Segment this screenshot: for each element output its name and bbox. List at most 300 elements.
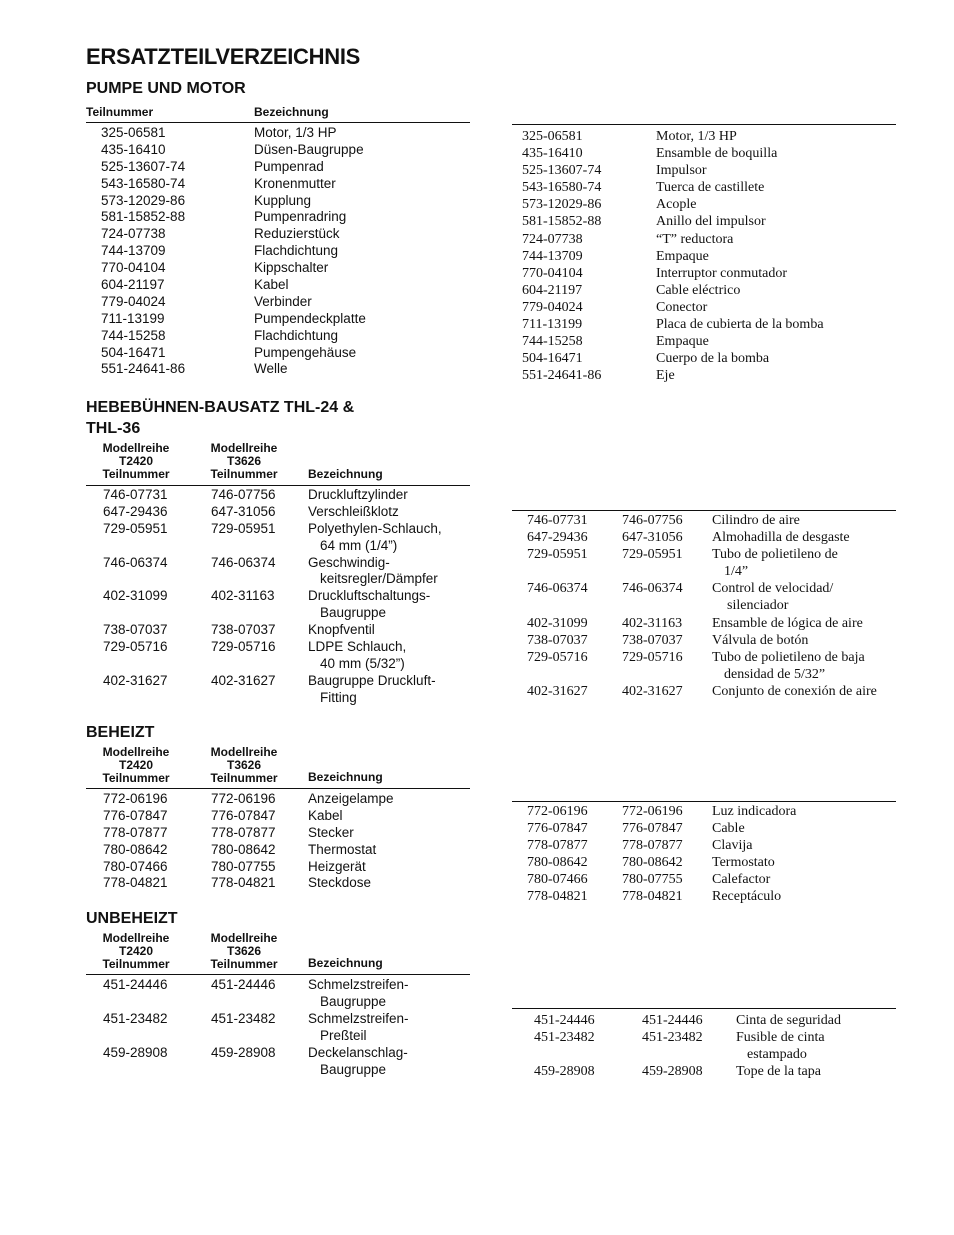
description-line1: Druckluftschaltungs- (308, 588, 431, 604)
table-row (86, 125, 470, 142)
part-t3626: 738-07037 (211, 622, 276, 638)
description: Conector (656, 299, 708, 315)
header-rule (512, 801, 896, 802)
description (308, 639, 406, 673)
table-row (512, 282, 896, 299)
part-number: 724-07738 (522, 231, 583, 247)
description: Ensamble de boquilla (656, 146, 778, 162)
description (712, 580, 833, 614)
header-part: Teilnummer (102, 771, 170, 785)
unheated-table-es (512, 1012, 896, 1080)
part-t2420: 402-31099 (527, 615, 588, 631)
description: Clavija (712, 838, 753, 854)
part-t3626: 780-07755 (622, 872, 683, 888)
part-number: 504-16471 (101, 344, 166, 360)
header-series: Modellreihe (102, 441, 170, 455)
table-row (86, 361, 470, 378)
part-t2420: 776-07847 (527, 821, 588, 837)
description: Flachdichtung (254, 327, 339, 343)
table-row (512, 213, 896, 230)
description: “T” reductora (656, 231, 734, 247)
part-t3626: 738-07037 (622, 632, 683, 648)
part-number: 724-07738 (101, 226, 166, 242)
part-t2420: 780-08642 (103, 841, 168, 857)
part-t3626: 402-31627 (622, 683, 683, 699)
description (308, 555, 438, 589)
part-number: 711-13199 (101, 310, 165, 326)
table-row (86, 345, 470, 362)
table-row (86, 555, 470, 589)
part-number: 504-16471 (522, 351, 583, 367)
description-line1: Fusible de cinta (736, 1030, 825, 1046)
table-row (512, 231, 896, 248)
header-description: Bezeichnung (308, 467, 383, 481)
header-part: Teilnummer (210, 467, 278, 481)
description: Calefactor (712, 872, 771, 888)
part-number: 744-13709 (522, 248, 583, 264)
table-row (86, 260, 470, 277)
part-t3626: 778-04821 (211, 875, 276, 891)
description: Impulsor (656, 163, 707, 179)
description: Kabel (308, 807, 343, 823)
header-rule (86, 788, 470, 789)
part-t2420: 451-24446 (534, 1013, 595, 1028)
description: Stecker (308, 824, 354, 840)
part-t3626: 746-06374 (211, 554, 276, 570)
description: Luz indicadora (712, 804, 797, 819)
table-row (512, 888, 896, 905)
part-number: 325-06581 (101, 125, 166, 140)
description: Anzeigelampe (308, 791, 394, 806)
table-row (86, 639, 470, 673)
part-t3626: 746-07756 (622, 513, 683, 528)
part-t3626: 451-23482 (642, 1030, 703, 1046)
part-t2420: 451-23482 (534, 1030, 595, 1046)
description (308, 673, 436, 707)
table-row (512, 248, 896, 265)
description: Welle (254, 361, 288, 377)
description-line2: 64 mm (1/4”) (320, 537, 398, 553)
description: Anillo del impulsor (656, 214, 766, 230)
table-row (86, 209, 470, 226)
part-t2420: 738-07037 (527, 632, 588, 648)
header-series: Modellreihe (210, 745, 278, 759)
part-t3626: 729-05951 (211, 520, 276, 536)
table-row (512, 265, 896, 282)
page-title: ERSATZTEILVERZEICHNIS (86, 44, 361, 69)
description: Heizgerät (308, 858, 366, 874)
part-number: 770-04104 (101, 260, 166, 276)
header-model: T3626 (226, 944, 262, 958)
table-row (86, 294, 470, 311)
header-model-t3626 (194, 932, 294, 971)
description-line1: Baugruppe Druckluft- (308, 672, 436, 688)
part-t2420: 778-07877 (527, 838, 588, 854)
table-row (512, 820, 896, 837)
table-row (86, 588, 470, 622)
part-t3626: 778-07877 (211, 824, 276, 840)
description-line2: Baugruppe (320, 1061, 387, 1077)
table-row (512, 162, 896, 179)
header-model: T2420 (118, 454, 154, 468)
table-row (86, 859, 470, 876)
header-part: Teilnummer (210, 771, 278, 785)
part-number: 435-16410 (101, 141, 166, 157)
description: Empaque (656, 248, 709, 264)
description: Kronenmutter (254, 175, 336, 191)
description: Conjunto de conexión de aire (712, 683, 877, 699)
section-title-pump: PUMPE UND MOTOR (86, 80, 246, 97)
part-t3626: 402-31627 (211, 672, 276, 688)
table-row (512, 871, 896, 888)
part-t2420: 402-31099 (103, 588, 168, 604)
part-t2420: 729-05716 (103, 639, 168, 655)
description: Tope de la tapa (736, 1064, 821, 1080)
header-series: Modellreihe (210, 931, 278, 945)
section-title-lift-line2: THL-36 (86, 420, 141, 437)
description: Knopfventil (308, 622, 375, 638)
description: Receptáculo (712, 889, 782, 905)
description: Pumpengehäuse (254, 344, 357, 360)
part-t3626: 451-24446 (642, 1013, 703, 1028)
part-t3626: 780-08642 (211, 841, 276, 857)
description: Pumpenrad (254, 158, 324, 174)
part-t2420: 746-06374 (527, 581, 588, 597)
table-row (86, 673, 470, 707)
part-t3626: 776-07847 (622, 821, 683, 837)
table-row (512, 196, 896, 213)
table-row (86, 487, 470, 504)
part-number: 581-15852-88 (101, 209, 186, 225)
header-rule (512, 124, 896, 125)
pump-table-de (86, 125, 470, 378)
part-t2420: 451-23482 (103, 1010, 168, 1026)
unheated-table-de (86, 977, 470, 1078)
table-row (512, 316, 896, 333)
description: Motor, 1/3 HP (656, 129, 737, 144)
part-number: 325-06581 (522, 129, 583, 144)
description-line2: 1/4” (724, 564, 749, 580)
header-series: Modellreihe (102, 745, 170, 759)
pump-table-es (512, 128, 896, 384)
lift-table-de (86, 487, 470, 707)
part-t2420: 451-24446 (103, 977, 168, 992)
description: Kippschalter (254, 260, 329, 276)
part-t2420: 459-28908 (103, 1044, 168, 1060)
header-model-t3626 (194, 442, 294, 481)
description: Cilindro de aire (712, 513, 800, 528)
part-t2420: 729-05951 (103, 520, 168, 536)
header-description: Bezeichnung (308, 770, 383, 784)
table-row (86, 1045, 470, 1079)
part-t3626: 780-07755 (211, 858, 276, 874)
header-description: Bezeichnung (254, 105, 329, 119)
description: Kupplung (254, 192, 312, 208)
description: Kabel (254, 277, 289, 293)
part-t3626: 746-06374 (622, 581, 683, 597)
part-t3626: 729-05716 (211, 639, 276, 655)
table-row (512, 512, 896, 529)
description-line1: Schmelzstreifen- (308, 977, 409, 992)
section-title-lift-line1: HEBEBÜHNEN-BAUSATZ THL-24 & (86, 399, 355, 416)
table-row (86, 1011, 470, 1045)
description-line1: LDPE Schlauch, (308, 639, 407, 655)
description-line1: Deckelanschlag- (308, 1044, 408, 1060)
description-line1: Control de velocidad/ (712, 581, 834, 597)
header-description: Bezeichnung (308, 956, 383, 970)
table-row (86, 277, 470, 294)
header-model: T3626 (226, 758, 262, 772)
part-t2420: 780-07466 (527, 872, 588, 888)
heated-table-es (512, 803, 896, 906)
section-title-unheated: UNBEHEIZT (86, 910, 178, 927)
part-number: 573-12029-86 (101, 192, 186, 208)
description (308, 1045, 408, 1079)
table-row (86, 504, 470, 521)
table-row (86, 243, 470, 260)
description: Interruptor conmutador (656, 265, 788, 281)
header-part-number: Teilnummer (86, 105, 154, 119)
part-t2420: 647-29436 (103, 503, 168, 519)
table-row (512, 299, 896, 316)
description: Ensamble de lógica de aire (712, 615, 863, 631)
part-t3626: 776-07847 (211, 807, 276, 823)
section-title-lift (86, 397, 354, 439)
description-line1: Tubo de polietileno de (712, 547, 838, 563)
description: Almohadilla de desgaste (712, 530, 850, 546)
header-model-t2420 (86, 442, 186, 481)
part-number: 744-15258 (522, 334, 583, 350)
part-t3626: 746-07756 (211, 487, 276, 502)
description: Cuerpo de la bomba (656, 351, 770, 367)
description: Tuerca de castillete (656, 180, 765, 196)
description: Eje (656, 368, 675, 384)
part-number: 551-24641-86 (522, 368, 602, 384)
description-line1: Tubo de polietileno de baja (712, 649, 865, 665)
description: Thermostat (308, 841, 377, 857)
part-number: 573-12029-86 (522, 197, 602, 213)
description: Verbinder (254, 293, 312, 309)
heated-table-de (86, 791, 470, 892)
header-model-t3626 (194, 746, 294, 785)
part-t3626: 780-08642 (622, 855, 683, 871)
table-row (512, 837, 896, 854)
table-row (86, 311, 470, 328)
part-t2420: 772-06196 (103, 791, 168, 806)
description: Cinta de seguridad (736, 1013, 841, 1028)
description: Válvula de botón (712, 632, 809, 648)
description: Reduzierstück (254, 226, 340, 242)
part-t3626: 778-04821 (622, 889, 683, 905)
description: Cable (712, 821, 745, 837)
part-t2420: 780-07466 (103, 858, 168, 874)
description (736, 1029, 825, 1063)
part-number: 604-21197 (522, 282, 583, 298)
description: Termostato (712, 855, 775, 871)
part-t3626: 451-23482 (211, 1010, 276, 1026)
part-number: 744-13709 (101, 243, 166, 259)
table-row (86, 791, 470, 808)
description: Pumpendeckplatte (254, 310, 366, 326)
part-number: 604-21197 (101, 277, 165, 293)
part-number: 711-13199 (522, 317, 583, 333)
table-row (86, 622, 470, 639)
table-row (86, 193, 470, 210)
part-number: 779-04024 (101, 293, 166, 309)
table-row (512, 683, 896, 700)
part-t2420: 647-29436 (527, 530, 588, 546)
description-line1: Schmelzstreifen- (308, 1010, 409, 1026)
part-number: 551-24641-86 (101, 361, 186, 377)
part-t3626: 772-06196 (211, 791, 276, 806)
table-row (512, 350, 896, 367)
description: Düsen-Baugruppe (254, 141, 364, 157)
part-t3626: 778-07877 (622, 838, 683, 854)
header-rule (86, 974, 470, 975)
table-row (86, 825, 470, 842)
table-row (86, 842, 470, 859)
header-model: T3626 (226, 454, 262, 468)
table-row (512, 529, 896, 546)
part-t3626: 459-28908 (642, 1064, 703, 1080)
part-number: 525-13607-74 (101, 158, 186, 174)
part-t2420: 738-07037 (103, 622, 168, 638)
table-row (512, 1063, 896, 1080)
header-rule (512, 1008, 896, 1009)
description-line2: Preßteil (320, 1027, 367, 1043)
part-t3626: 729-05716 (622, 649, 683, 665)
table-row (512, 649, 896, 683)
table-row (86, 875, 470, 892)
table-row (512, 1012, 896, 1029)
description: Verschleißklotz (308, 503, 399, 519)
description-line1: Polyethylen-Schlauch, (308, 520, 442, 536)
table-row (512, 145, 896, 162)
part-number: 770-04104 (522, 265, 583, 281)
part-number: 543-16580-74 (101, 175, 186, 191)
description-line2: Fitting (320, 689, 357, 705)
part-number: 779-04024 (522, 299, 583, 315)
description: Steckdose (308, 875, 372, 891)
table-row (512, 1029, 896, 1063)
part-t2420: 778-07877 (103, 824, 168, 840)
part-number: 744-15258 (101, 327, 166, 343)
table-row (512, 615, 896, 632)
table-row (86, 176, 470, 193)
part-t2420: 778-04821 (103, 875, 168, 891)
part-number: 543-16580-74 (522, 180, 602, 196)
table-row (512, 367, 896, 384)
table-row (512, 179, 896, 196)
part-t3626: 451-24446 (211, 977, 276, 992)
part-t2420: 746-07731 (103, 487, 168, 502)
description-line2: keitsregler/Dämpfer (320, 571, 438, 587)
part-number: 435-16410 (522, 146, 583, 162)
part-t2420: 778-04821 (527, 889, 588, 905)
table-row (512, 580, 896, 614)
part-t2420: 780-08642 (527, 855, 588, 871)
table-row (512, 333, 896, 350)
table-row (512, 854, 896, 871)
header-model-t2420 (86, 932, 186, 971)
part-t3626: 647-31056 (211, 503, 276, 519)
lift-table-es (512, 512, 896, 700)
description: Pumpenradring (254, 209, 347, 225)
part-t2420: 729-05951 (527, 547, 588, 563)
header-rule (86, 485, 470, 486)
header-model-t2420 (86, 746, 186, 785)
part-t2420: 776-07847 (103, 807, 168, 823)
description (308, 977, 409, 1011)
table-row (86, 977, 470, 1011)
description-line2: estampado (747, 1047, 807, 1063)
table-row (512, 546, 896, 580)
part-t2420: 459-28908 (534, 1064, 595, 1080)
part-t3626: 459-28908 (211, 1044, 276, 1060)
description: Empaque (656, 334, 709, 350)
part-t2420: 746-06374 (103, 554, 168, 570)
part-t2420: 402-31627 (103, 672, 168, 688)
part-t2420: 746-07731 (527, 513, 588, 528)
description: Cable eléctrico (656, 282, 741, 298)
table-row (512, 803, 896, 820)
table-row (86, 159, 470, 176)
description: Motor, 1/3 HP (254, 125, 337, 140)
table-row (86, 808, 470, 825)
part-t2420: 772-06196 (527, 804, 588, 819)
table-row (512, 632, 896, 649)
table-row (86, 521, 470, 555)
header-rule (512, 510, 896, 511)
part-t3626: 402-31163 (622, 615, 683, 631)
header-model: T2420 (118, 758, 154, 772)
description-line2: Baugruppe (320, 993, 387, 1009)
description: Acople (656, 197, 697, 213)
part-t2420: 729-05716 (527, 649, 588, 665)
header-series: Modellreihe (102, 931, 170, 945)
part-t2420: 402-31627 (527, 683, 588, 699)
description-line2: Baugruppe (320, 605, 387, 621)
table-row (86, 142, 470, 159)
header-part: Teilnummer (102, 957, 170, 971)
description: Placa de cubierta de la bomba (656, 317, 824, 333)
description-line1: Geschwindig- (308, 554, 390, 570)
description-line2: 40 mm (5/32”) (320, 655, 405, 671)
description (712, 546, 838, 580)
table-row (86, 226, 470, 243)
header-part: Teilnummer (210, 957, 278, 971)
part-t3626: 772-06196 (622, 804, 683, 819)
description (308, 521, 442, 555)
table-row (512, 128, 896, 145)
description-line2: densidad de 5/32” (724, 666, 826, 682)
part-t3626: 402-31163 (211, 588, 275, 604)
description: Druckluftzylinder (308, 487, 408, 502)
part-t3626: 647-31056 (622, 530, 683, 546)
description (308, 1011, 409, 1045)
header-series: Modellreihe (210, 441, 278, 455)
header-model: T2420 (118, 944, 154, 958)
section-title-heated: BEHEIZT (86, 724, 155, 741)
description: Flachdichtung (254, 243, 339, 259)
part-number: 525-13607-74 (522, 163, 602, 179)
table-row (86, 328, 470, 345)
description (308, 588, 430, 622)
part-number: 581-15852-88 (522, 214, 602, 230)
description-line2: silenciador (727, 598, 789, 614)
header-rule (86, 122, 470, 123)
part-t3626: 729-05951 (622, 547, 683, 563)
